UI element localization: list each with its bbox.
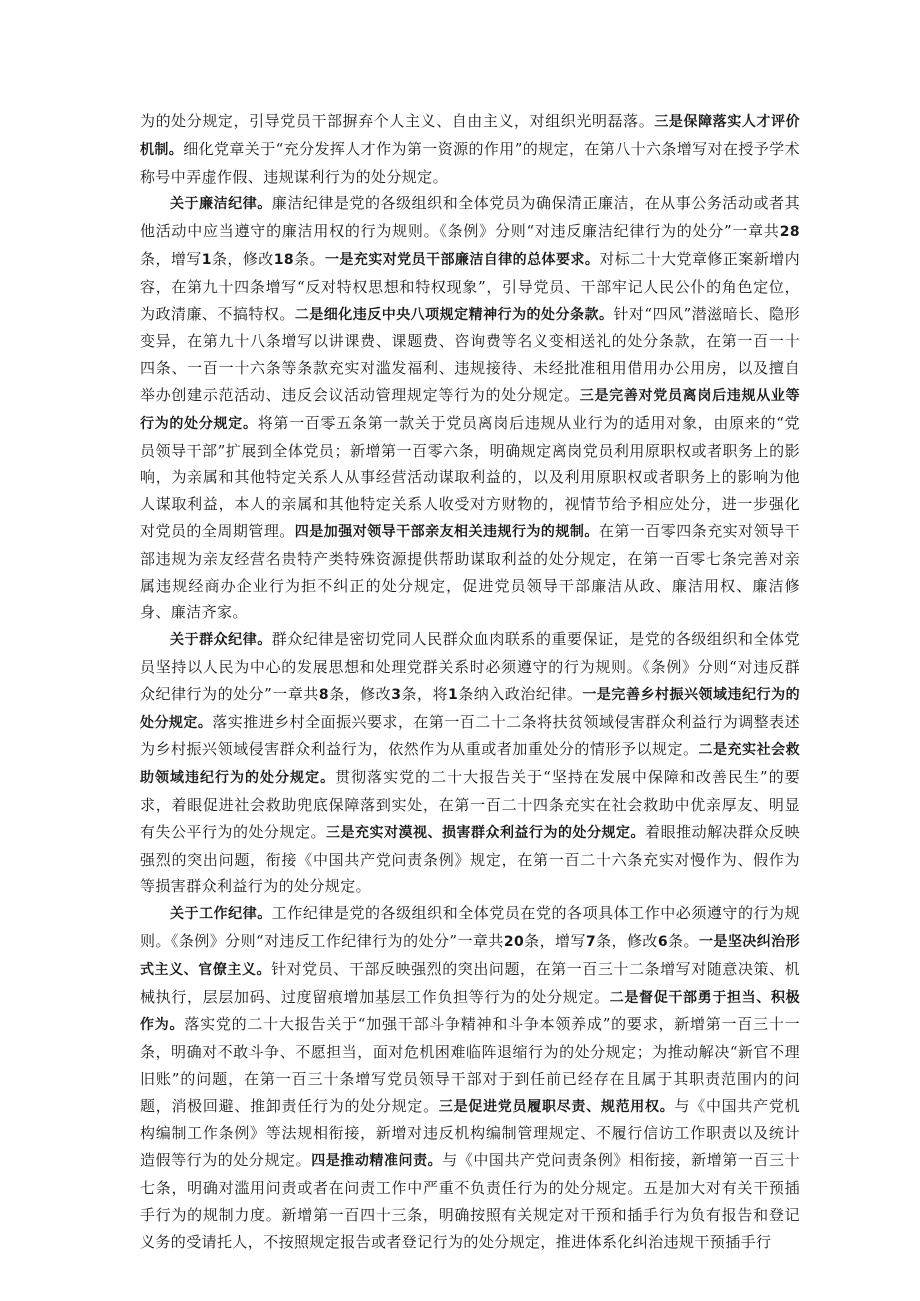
paragraph-1 <box>140 108 800 190</box>
emphasis-text: 关于工作纪律。 <box>170 906 272 923</box>
emphasis-text: 三是完善对党员离岗后违规从业等行为的处分规定。 <box>140 387 800 432</box>
body-text: 与《中国共产党问责条例》相衔接，新增第一百三十七条，明确对滥用问责或者在问责工作中严重不负责任行为的处分规定。五是加大对有关干预插手行为的规制力度。新增第一百四十三条，明确按照有关规定对干预和插手行为负有报告和登记义务的受请托人，不按照规定报告或者登记行为的处分规定，推进体系化纠治违规干预插手行 <box>140 1151 801 1251</box>
body-text: 条，修改 <box>329 684 392 703</box>
emphasis-text: 关于廉洁纪律。 <box>170 196 272 213</box>
emphasis-text: 四是加强对领导干部亲友相关违规行为的规制。 <box>294 523 599 540</box>
body-text: 为的处分规定，引导党员干部摒弃个人主义、自由主义，对组织光明磊落。 <box>140 112 655 130</box>
body-text: 贯彻落实党的二十大报告关于“坚持在发展中保障和改善民生”的要求，着眼促进社会救助兜底保障落到实处，在第一百二十四条充实在社会救助中优亲厚友、明显有失公平行为的处分规定。 <box>140 768 800 841</box>
paragraph-4 <box>140 900 800 1255</box>
emphasis-text: 一是坚决纠治形式主义、官僚主义。 <box>140 933 800 978</box>
paragraph-3 <box>140 626 800 900</box>
body-text: 条，增写 <box>140 249 202 268</box>
emphasis-text: 6 <box>657 933 669 950</box>
emphasis-text: 3 <box>391 686 402 703</box>
paragraph-2 <box>140 190 800 626</box>
body-text: 条，将 <box>401 684 449 703</box>
body-text: 与《中国共产党机构编制工作条例》等法规相衔接，新增对违反机构编制管理规定、不履行信访工作职责以及统计造假等行为的处分规定。 <box>140 1096 800 1170</box>
emphasis-text: 18 <box>273 251 295 268</box>
emphasis-text: 7 <box>585 933 597 950</box>
emphasis-text: 三是保障落实人才评价机制。 <box>140 114 800 158</box>
emphasis-text: 二是细化违反中央八项规定精神行为的处分条款。 <box>294 306 614 323</box>
body-text: 条，修改 <box>211 249 274 268</box>
body-text: 落实党的二十大报告关于“加强干部斗争精神和斗争本领养成”的要求，新增第一百三十一条，明确对不敢斗争、不愿担当，面对危机困难临阵退缩行为的处分规定；为推动解决“新官不理旧账”的问题，在第一百三十条增写党员领导干部对于到任前已经存在且属于其职责范围内的问题，消极回避、推卸责任行为的处分规定。 <box>140 1015 801 1115</box>
body-text: 针对“四风”潜滋暗长、隐形变异，在第九十八条增写以讲课费、课题费、咨询费等名义变相送礼的处分条款，在第一百一十四条、一百一十六条等条款充实对滥发福利、违规接待、未经批准租用借用办公用房，以及擅自举办创建示范活动、违反会议活动管理规定等行为的处分规定。 <box>140 304 800 404</box>
body-text: 群众纪律是密切党同人民群众血肉联系的重要保证，是党的各级组织和全体党员坚持以人民为中心的发展思想和处理党群关系时必须遵守的行为规则。《条例》分则“对违反群众纪律行为的处分”一章共 <box>140 630 800 703</box>
body-text: 在第一百零四条充实对领导干部违规为亲友经营名贵特产类特殊资源提供帮助谋取利益的处分规定，在第一百零七条完善对亲属违规经商办企业行为拒不纠正的处分规定，促进党员领导干部廉洁从政、廉洁用权、廉洁修身、廉洁齐家。 <box>140 521 800 622</box>
body-text: 条。 <box>294 249 325 268</box>
document-page <box>140 108 800 1255</box>
emphasis-text: 1 <box>201 251 212 268</box>
body-text: 落实推进乡村全面振兴要求，在第一百二十二条将扶贫领域侵害群众利益行为调整表述为乡村振兴领域侵害群众利益行为，依然作为从重或者加重处分的情形予以规定。 <box>140 712 800 759</box>
emphasis-text: 一是充实对党员干部廉洁自律的总体要求。 <box>324 251 600 268</box>
body-text: 将第一百零五条第一款关于党员离岗后违规从业行为的适用对象，由原来的“党员领导干部”扩展到全体党员；新增第一百零六条，明确规定离岗党员利用原职权或者职务上的影响，为亲属和其他特定关系人从事经营活动谋取利益的，以及利用原职权或者职务上的影响为他人谋取利益，本人的亲属和其他特定关系人收受对方财物的，视情节给予相应处分，进一步强化对党员的全周期管理。 <box>140 413 800 540</box>
body-text: 条，修改 <box>596 931 658 950</box>
emphasis-text: 8 <box>318 686 329 703</box>
body-text: 条，增写 <box>524 931 586 950</box>
emphasis-text: 三是促进党员履职尽责、规范用权。 <box>438 1098 675 1115</box>
emphasis-text: 二是督促干部勇于担当、积极作为。 <box>140 989 800 1034</box>
body-text: 工作纪律是党的各级组织和全体党员在党的各项具体工作中必须遵守的行为规则。《条例》分则“对违反工作纪律行为的处分”一章共 <box>140 904 800 950</box>
emphasis-text: 四是推动精准问责。 <box>311 1153 443 1170</box>
emphasis-text: 三是充实对漠视、损害群众利益行为的处分规定。 <box>326 824 646 841</box>
body-text: 条纳入政治纪律。 <box>458 684 583 703</box>
emphasis-text: 28 <box>779 224 800 241</box>
emphasis-text: 20 <box>503 933 525 950</box>
emphasis-text: 二是充实社会救助领域违纪行为的处分规定。 <box>140 742 800 787</box>
body-text: 条。 <box>668 931 699 950</box>
body-text: 针对党员、干部反映强烈的突出问题，在第一百三十二条增写对随意决策、机械执行，层层加码、过度留痕增加基层工作负担等行为的处分规定。 <box>140 959 800 1006</box>
emphasis-text: 关于群众纪律。 <box>170 632 272 649</box>
body-text: 着眼推动解决群众反映强烈的突出问题，衔接《中国共产党问责条例》规定，在第一百二十六条充实对慢作为、假作为等损害群众利益行为的处分规定。 <box>140 822 800 896</box>
body-text: 细化党章关于“充分发挥人才作为第一资源的作用”的规定，在第八十六条增写对在授予学术称号中弄虚作假、违规谋利行为的处分规定。 <box>140 139 800 186</box>
body-text: 廉洁纪律是党的各级组织和全体党员为确保清正廉洁，在从事公务活动或者其他活动中应当遵守的廉洁用权的行为规则。《条例》分则“对违反廉洁纪律行为的处分”一章共 <box>140 194 800 241</box>
emphasis-text: 一是完善乡村振兴领域违纪行为的处分规定。 <box>140 686 801 731</box>
emphasis-text: 1 <box>448 686 459 703</box>
body-text: 对标二十大党章修正案新增内容，在第九十四条增写“反对特权思想和特权现象”，引导党员、干部牢记人民公仆的角色定位，为政清廉、不搞特权。 <box>140 249 800 323</box>
